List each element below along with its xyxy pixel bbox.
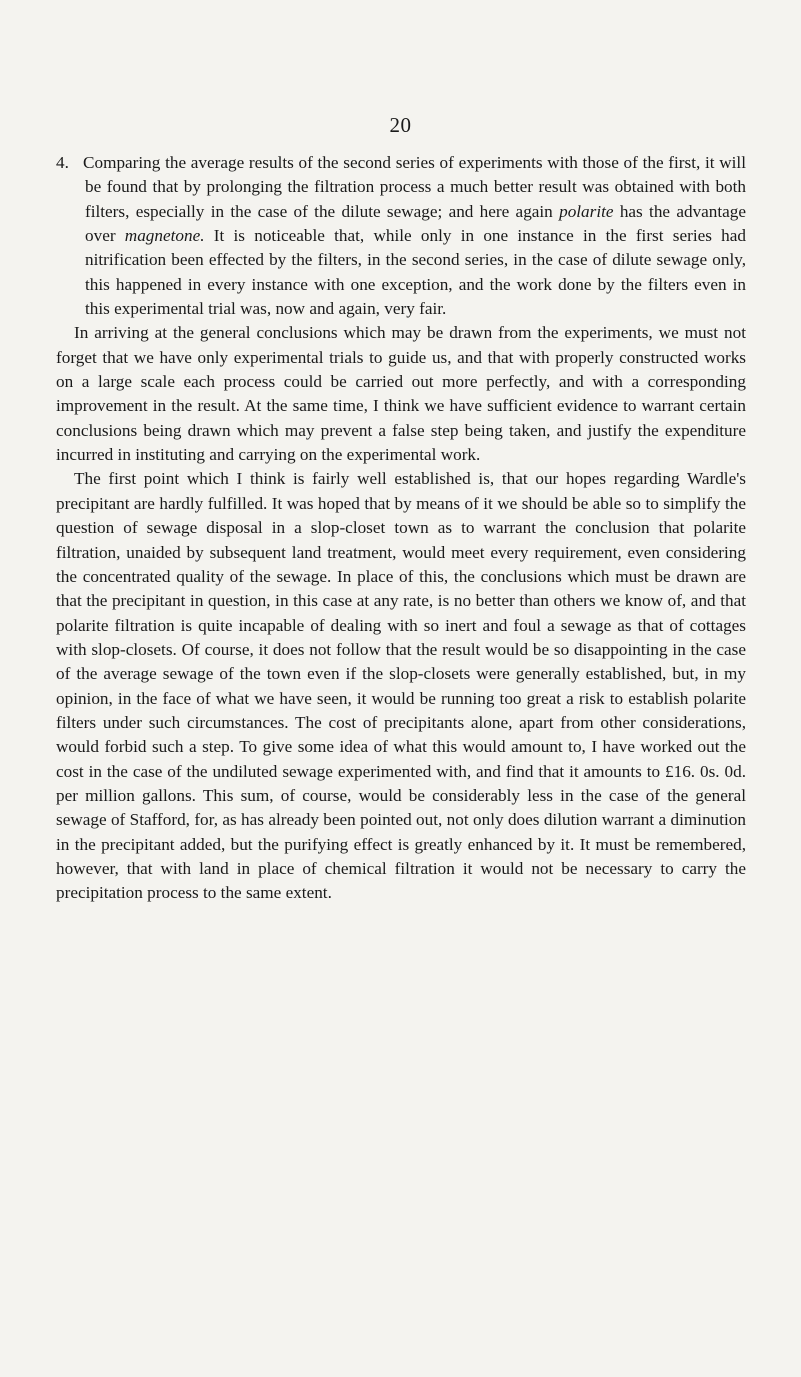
paragraph-text-part: It is noticeable that, while only in one instance in the first series had nitrification been effected by the filters, in the second series, in the case of dilute sewage only, this happened in every instance with one exception, and the work done by the filters even in this experimental trial was, now and again, very fair. <box>85 226 746 319</box>
paragraph-general-conclusions: In arriving at the general conclusions which may be drawn from the experiments, we must not forget that we have only experimental trials to guide us, and that with properly constructed works on a large scale each process could be carried out more perfectly, and with a corresponding improvement in the result. At the same time, I think we have sufficient evidence to warrant certain conclusions being drawn which may prevent a false step being taken, and justify the expenditure incurred in instituting and carrying on the experimental work. <box>56 323 746 465</box>
body-text <box>56 151 746 906</box>
page-number: 20 <box>389 113 412 137</box>
italic-term-magnetone: magnetone. <box>124 226 205 246</box>
paragraph-text-part: Comparing the average results of the second series of experiments with those of the first, it will be found that by prolonging the filtration process a much better result was obtained with both filters, especially in the case of the dilute sewage; and here again <box>83 153 746 221</box>
paragraph-4 <box>56 151 746 321</box>
italic-term-polarite: polarite <box>559 201 614 221</box>
paragraph-text-part: has the advantage over <box>85 201 747 246</box>
paragraph-marker: 4. <box>56 153 69 172</box>
paragraph-first-point: The first point which I think is fairly well established is, that our hopes regarding Wardle's precipitant are hardly fulfilled. It was hoped that by means of it we should be able so to simplify the question of sewage disposal in a slop-closet town as to warrant the conclusion that polarite filtration, unaided by subsequent land treatment, would meet every requirement, even considering the concentrated quality of the sewage. In place of this, the conclusions which must be drawn are that the precipitant in question, in this case at any rate, is no better than others we know of, and that polarite filtration is quite incapable of dealing with so inert and foul a sewage as that of cottages with slop-closets. Of course, it does not follow that the result would be so disappointing in the case of the average sewage of the town even if the slop-closets were generally established, but, in my opinion, in the face of what we have seen, it would be running too great a risk to establish polarite filters under such circumstances. The cost of precipitants alone, apart from other considerations, would forbid such a step. To give some idea of what this would amount to, I have worked out the cost in the case of the undiluted sewage experimented with, and find that it amounts to £16. 0s. 0d. per million gallons. This sum, of course, would be considerably less in the case of the general sewage of Stafford, for, as has already been pointed out, not only does dilution warrant a diminution in the precipitant added, but the purifying effect is greatly enhanced by it. It must be remembered, however, that with land in place of chemical filtration it would not be necessary to carry the precipitation process to the same extent. <box>56 469 746 903</box>
